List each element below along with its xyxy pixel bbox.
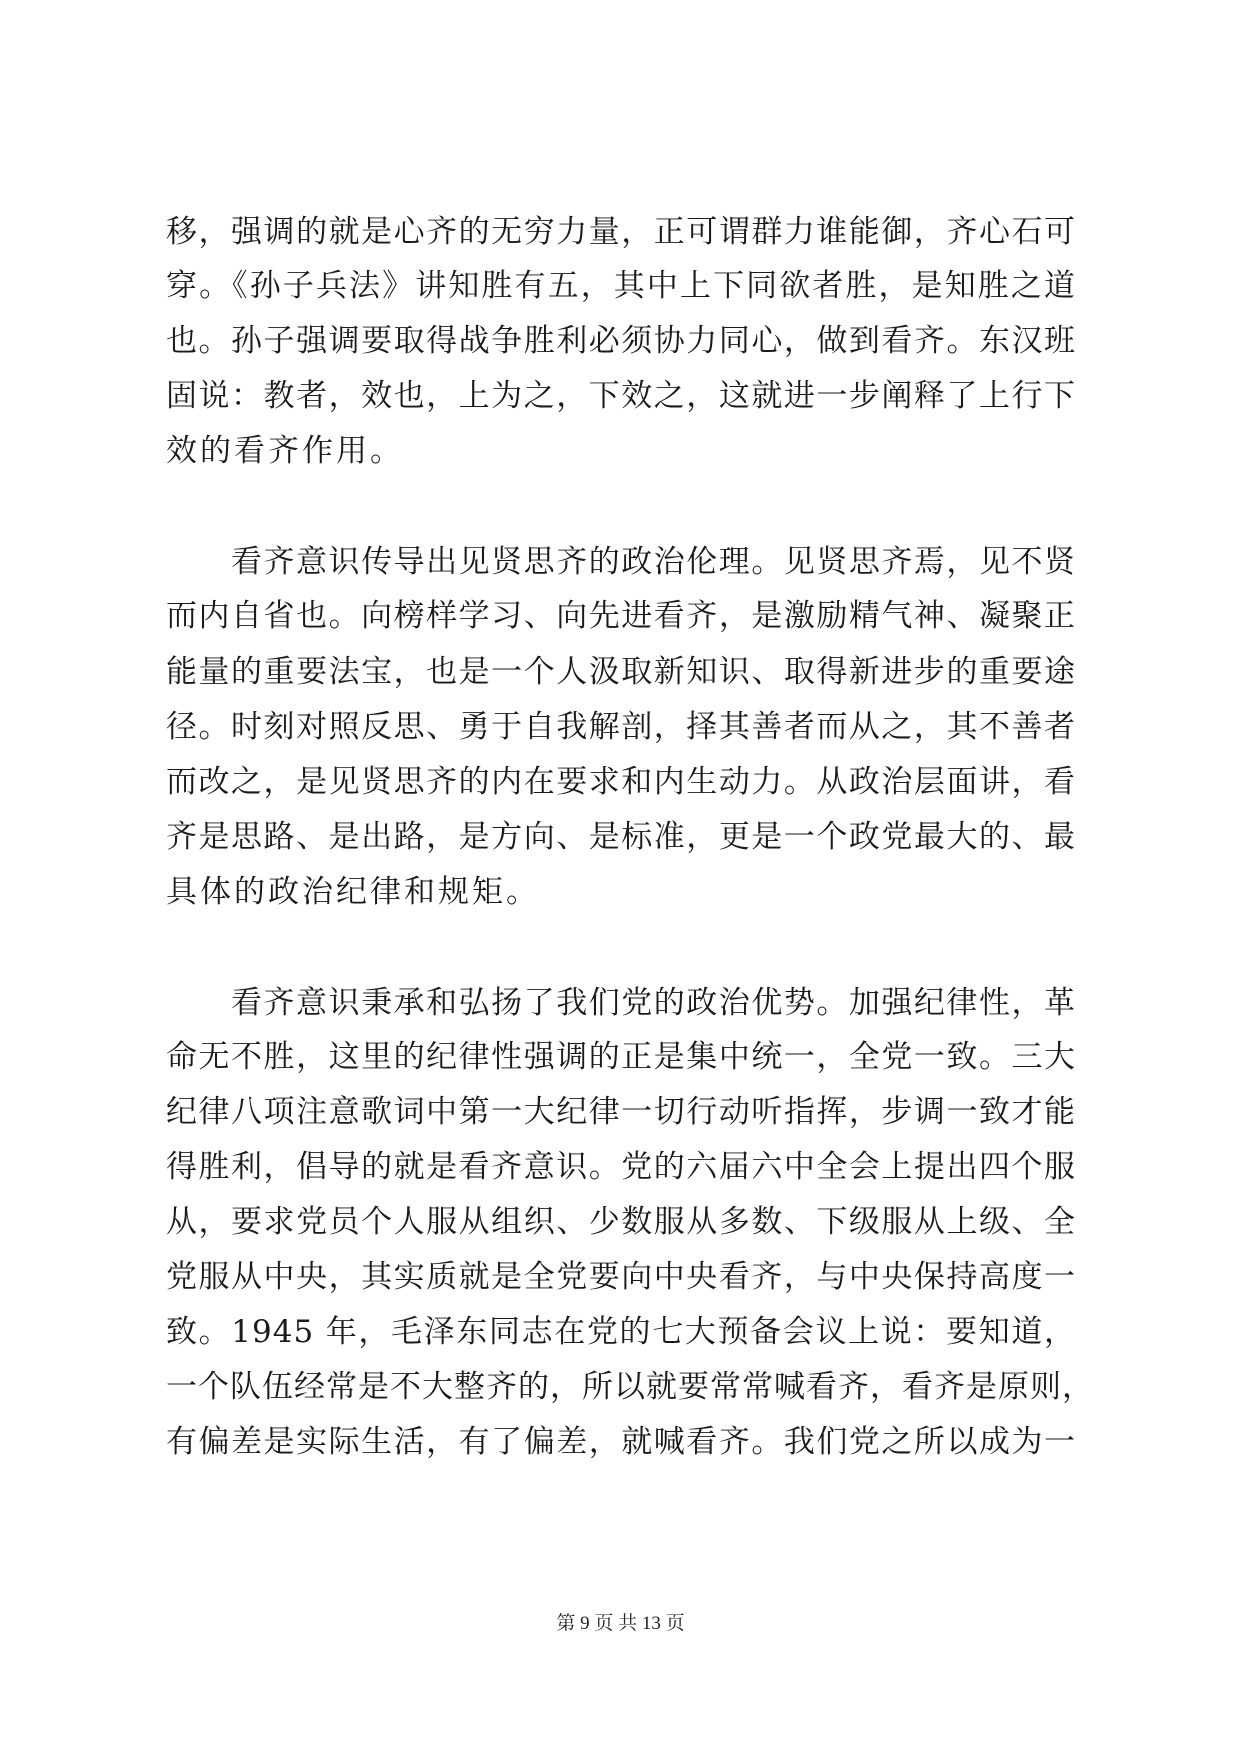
- page-number: 第 9 页 共 13 页: [556, 1613, 685, 1634]
- paragraph-first-line: 看齐意识传导出见贤思齐的政治伦理。见贤思齐焉，见不贤: [231, 544, 1076, 580]
- text-line: 而改之，是见贤思齐的内在要求和内生动力。从政治层面讲，看: [166, 764, 1076, 800]
- text-line: 径。时刻对照反思、勇于自我解剖，择其善者而从之，其不善者: [166, 709, 1076, 745]
- text-line: 移，强调的就是心齐的无穷力量，正可谓群力谁能御，齐心石可: [166, 214, 1076, 250]
- text-line: 具体的政治纪律和规矩。: [166, 874, 540, 910]
- text-line: 也。孙子强调要取得战争胜利必须协力同心，做到看齐。东汉班: [166, 323, 1076, 359]
- text-line: 而内自省也。向榜样学习、向先进看齐，是激励精气神、凝聚正: [166, 598, 1076, 634]
- text-line: 纪律八项注意歌词中第一大纪律一切行动听指挥，步调一致才能: [166, 1094, 1076, 1130]
- text-line: 从，要求党员个人服从组织、少数服从多数、下级服从上级、全: [166, 1204, 1076, 1240]
- text-line: 齐是思路、是出路，是方向、是标准，更是一个政党最大的、最: [166, 819, 1076, 855]
- text-line: 固说：教者，效也，上为之，下效之，这就进一步阐释了上行下: [166, 378, 1076, 414]
- text-line: 致。1945 年，毛泽东同志在党的七大预备会议上说：要知道，: [166, 1314, 1076, 1350]
- text-line: 一个队伍经常是不大整齐的，所以就要常常喊看齐，看齐是原则，: [166, 1369, 1094, 1405]
- paragraph-first-line: 看齐意识秉承和弘扬了我们党的政治优势。加强纪律性，革: [231, 985, 1076, 1021]
- text-line: 效的看齐作用。: [166, 433, 404, 469]
- text-line: 穿。《孙子兵法》讲知胜有五，其中上下同欲者胜，是知胜之道: [166, 268, 1076, 304]
- text-line: 能量的重要法宝，也是一个人汲取新知识、取得新进步的重要途: [166, 654, 1076, 690]
- text-line: 有偏差是实际生活，有了偏差，就喊看齐。我们党之所以成为一: [166, 1424, 1076, 1460]
- text-line: 得胜利，倡导的就是看齐意识。党的六届六中全会上提出四个服: [166, 1149, 1076, 1185]
- text-line: 党服从中央，其实质就是全党要向中央看齐，与中央保持高度一: [166, 1259, 1076, 1295]
- text-line: 命无不胜，这里的纪律性强调的正是集中统一，全党一致。三大: [166, 1039, 1076, 1075]
